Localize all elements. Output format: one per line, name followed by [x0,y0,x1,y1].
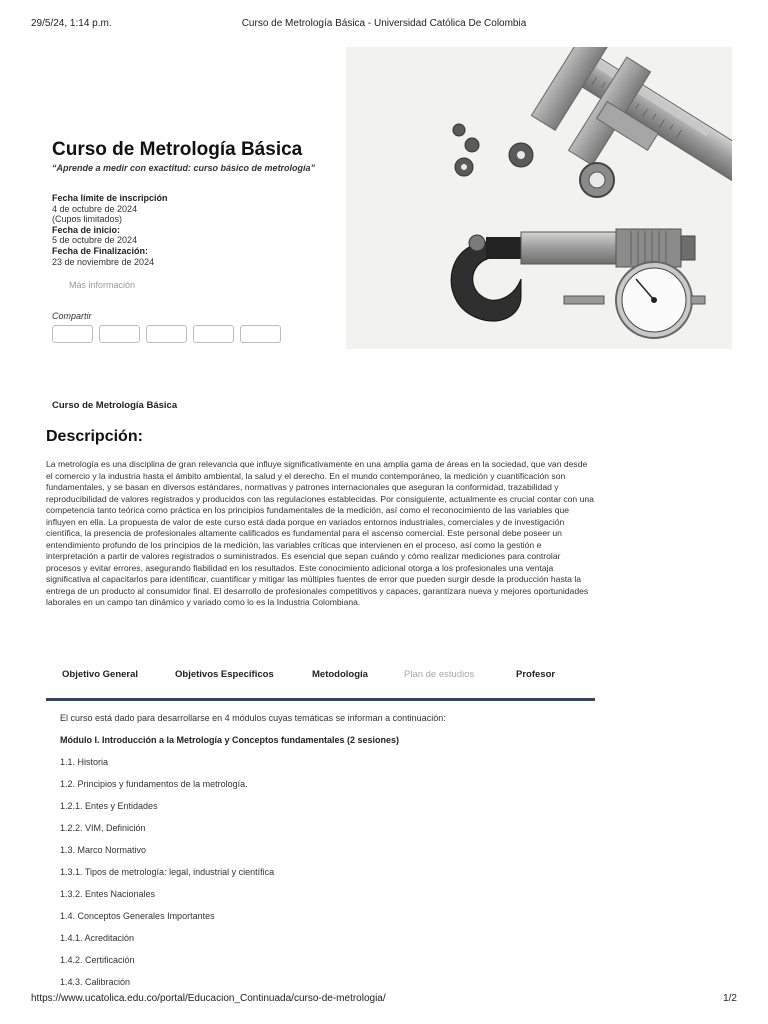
end-value: 23 de noviembre de 2024 [52,256,155,267]
description-body: La metrología es una disciplina de gran relevancia que influye significativamente en una amplia gama de áreas en la sociedad, que van desde el comercio y la industria hasta el ámbito ambiental, la salud y el derecho. En el mundo contemporáneo, la medición y cuantificación son fundamentales, y se basan en diversos estándares, normativas y patrones internacionales que aseguran la conformidad, trazabilidad y reproducibilidad de valores registrados y producidos con las regulaciones establecidas. Por consiguiente, actualmente es crucial contar con una competencia tanto teórica como práctica en los principios fundamentales de la medición, así como el reconocimiento de las variables que influyen en ella. La propuesta de valor de este curso está dada porque en variados entornos industriales, comerciales y de investigación científica, la presencia de profesionales altamente calificados es fundamental para el ascenso comercial. Este personal debe poseer un entendimiento profundo de los principios de la medición, las variables críticas que intervienen en el proceso, así como la gestión e interpretación a partir de valores registrados o suministrados. Es esencial que sepan cuándo y cómo realizar mediciones para controlar procesos y evitar errores, asegurando fiabilidad en los resultados. Este conocimiento adicional otorga a los profesionales una ventaja significativa al capacitarlos para identificar, cuantificar y mitigar las múltiples fuentes de error que pueden surgir desde la producción hasta la entrega de un producto al consumidor final. El desarrollo de profesionales competitivos y capaces, garantizara nueva y mejores oportunidades laborales en un campo tan dinámico y variado como lo es la Industria Colombiana. [46,459,594,607]
study-plan-panel [60,712,590,988]
course-title: Curso de Metrología Básica [52,139,303,160]
list-item: 1.4.3. Calibración [60,977,131,987]
print-header [31,18,737,32]
tab-plan-de-estudios[interactable]: Plan de estudios [404,669,475,680]
share-button-2[interactable] [99,325,140,343]
deadline-label: Fecha límite de inscripción [52,193,168,203]
course-tabs [46,661,595,701]
tab-metodologia[interactable]: Metodología [312,669,368,680]
list-item: 1.4. Conceptos Generales Importantes [60,911,215,921]
share-button-1[interactable] [52,325,93,343]
tab-objetivos-especificos[interactable]: Objetivos Específicos [175,669,274,680]
list-item: 1.1. Historia [60,757,109,767]
hero-info [52,138,342,267]
end-label: Fecha de Finalización: [52,245,149,256]
share-label: Compartir [52,311,92,321]
tab-objetivo-general[interactable]: Objetivo General [62,669,139,680]
document-title: Curso de Metrología Básica - Universidad Católica De Colombia [241,18,527,29]
start-value: 5 de octubre de 2024 [52,235,138,246]
hero-image [346,47,732,349]
list-item: 1.4.2. Certificación [60,955,135,965]
study-plan-intro: El curso está dado para desarrollarse en 4 módulos cuyas temáticas se informan a continuación: [60,713,446,723]
section-title: Curso de Metrología Básica [52,400,178,411]
list-item: 1.2.1. Entes y Entidades [60,801,158,811]
list-item: 1.3.1. Tipos de metrología: legal, industrial y científica [60,867,275,877]
list-item: 1.4.1. Acreditación [60,933,135,943]
share-button-4[interactable] [193,325,234,343]
page-number: 1/2 [723,993,737,1004]
deadline-value: 4 de octubre de 2024 [52,203,138,214]
seats-note: (Cupos limitados) [52,214,123,225]
course-tagline: “Aprende a medir con exactitud: curso básico de metrología” [52,163,316,173]
print-date: 29/5/24, 1:14 p.m. [31,18,112,29]
description-heading: Descripción: [46,428,143,445]
list-item: 1.2.2. VIM, Definición [60,823,146,833]
more-info-link[interactable]: Más información [69,280,136,290]
course-dates [52,193,342,267]
list-item: 1.3.2. Entes Nacionales [60,889,156,899]
share-button-3[interactable] [146,325,187,343]
start-label: Fecha de inicio: [52,224,121,235]
share-buttons [52,325,281,343]
page-url: https://www.ucatolica.edu.co/portal/Educacion_Continuada/curso-de-metrologia/ [31,993,386,1004]
module-topics [60,756,590,988]
tab-profesor[interactable]: Profesor [516,669,556,680]
module-title: Módulo I. Introducción a la Metrología y Conceptos fundamentales (2 sesiones) [60,735,400,745]
measuring-instruments-illustration [346,47,732,349]
share-button-5[interactable] [240,325,281,343]
list-item: 1.3. Marco Normativo [60,845,147,855]
list-item: 1.2. Principios y fundamentos de la metrología. [60,779,248,789]
print-footer [31,993,737,1007]
